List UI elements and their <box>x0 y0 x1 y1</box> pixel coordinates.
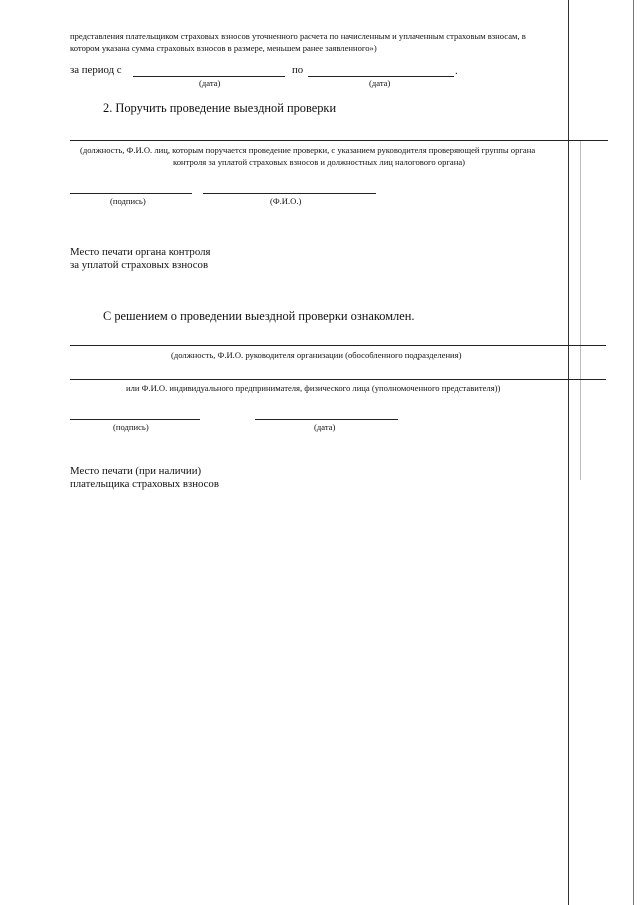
acknowledge-heading: С решением о проведении выездной проверки ознакомлен. <box>103 309 415 323</box>
date-line-2[interactable] <box>255 419 398 420</box>
caption-date-from: (дата) <box>199 78 221 88</box>
signature-line-1[interactable] <box>70 193 192 194</box>
caption-signature-2: (подпись) <box>113 422 149 432</box>
acknowledge-caption-1: (должность, Ф.И.О. руководителя организации (обособленного подразделения) <box>171 350 462 360</box>
period-prefix: за период с <box>70 64 122 76</box>
stamp2-line-2: плательщика страховых взносов <box>70 478 219 490</box>
scan-edge-line <box>568 0 569 905</box>
caption-date-to: (дата) <box>369 78 391 88</box>
acknowledge-line-2[interactable] <box>70 379 606 380</box>
scan-edge-line-right <box>633 0 634 905</box>
signature-line-2[interactable] <box>70 419 200 420</box>
caption-signature-1: (подпись) <box>110 196 146 206</box>
period-from-line[interactable] <box>133 76 285 77</box>
period-middle: по <box>292 64 304 76</box>
intro-line-1: представления плательщиком страховых взносов уточненного расчета по начисленным и уплаченным страховым взносам, в <box>70 31 526 41</box>
item2-heading: 2. Поручить проведение выездной проверки <box>103 101 337 115</box>
item2-caption-line-2: контроля за уплатой страховых взносов и должностных лиц налогового органа) <box>173 157 465 167</box>
period-end-mark: . <box>455 65 458 77</box>
period-to-line[interactable] <box>308 76 454 77</box>
acknowledge-line-1[interactable] <box>70 345 606 346</box>
caption-date-2: (дата) <box>314 422 336 432</box>
acknowledge-caption-2: или Ф.И.О. индивидуального предпринимателя, физического лица (уполномоченного представителя)) <box>126 383 501 393</box>
name-line-1[interactable] <box>203 193 376 194</box>
intro-line-2: котором указана сумма страховых взносов в размере, меньшем ранее заявленного») <box>70 43 377 53</box>
stamp2-line-1: Место печати (при наличии) <box>70 465 202 477</box>
item2-fill-line[interactable] <box>70 140 608 141</box>
stamp1-line-1: Место печати органа контроля <box>70 246 211 258</box>
item2-caption-line-1: (должность, Ф.И.О. лиц, которым поручается проведение проверки, с указанием руководителя проверяющей группы органа <box>80 145 536 155</box>
scan-edge-line-faint <box>580 140 581 480</box>
stamp1-line-2: за уплатой страховых взносов <box>70 259 209 271</box>
caption-name-1: (Ф.И.О.) <box>270 196 302 206</box>
